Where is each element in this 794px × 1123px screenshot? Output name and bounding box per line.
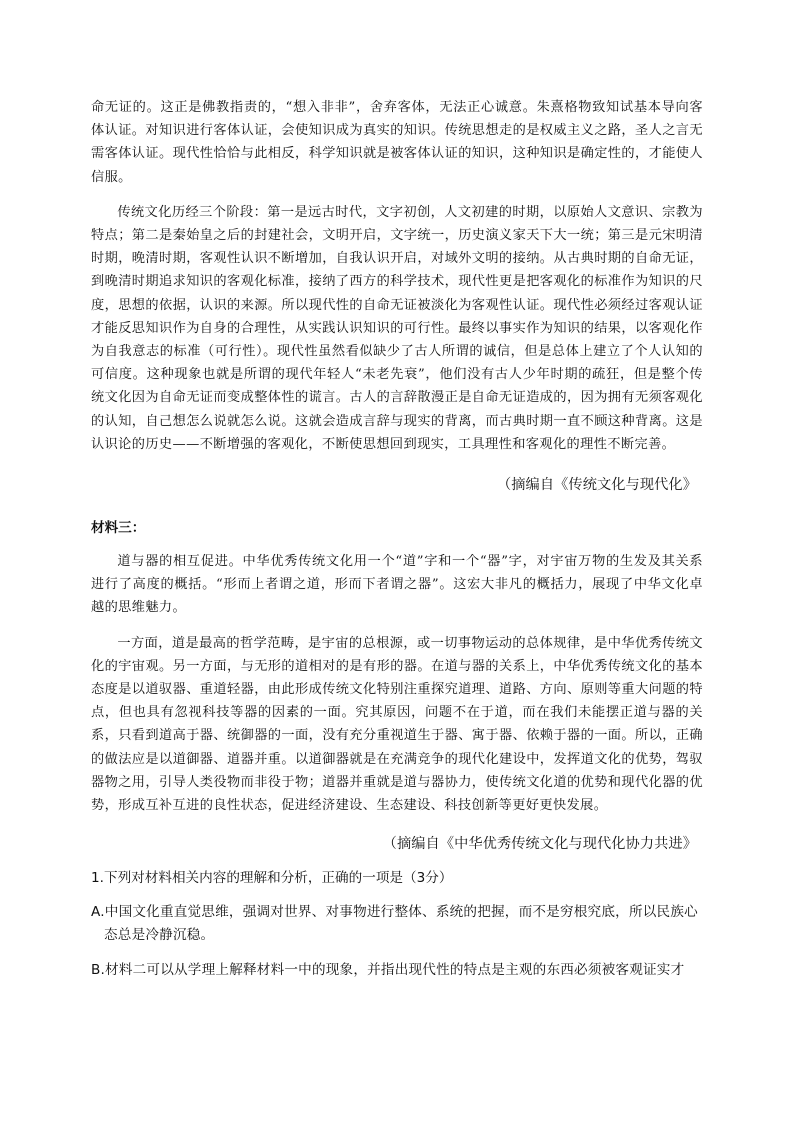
paragraph-intro: 命无证的。这正是佛教指责的，“想入非非”，舍弃客体，无法正心诚意。朱熹格物致知试基本导向客体认证。对知识进行客体认证，会使知识成为真实的知识。传统思想走的是权威主义之路，圣人之言无需客体认证。现代性恰恰与此相反，科学知识就是被客体认证的知识，这种知识是确定性的，才能使人信服。 <box>91 100 703 185</box>
option-b: B.材料二可以从学理上解释材料一中的现象，并指出现代性的特点是主观的东西必须被客观证实才 <box>91 962 685 979</box>
question-1: 1.下列对材料相关内容的理解和分析，正确的一项是（3分） <box>91 870 453 887</box>
paragraph-dao-qi: 道与器的相互促进。中华优秀传统文化用一个“道”字和一个“器”字，对宇宙万物的生发及其关系进行了高度的概括。“形而上者谓之道，形而下者谓之器”。这宏大非凡的概括力，展现了中华文化卓越的思维魅力。 <box>91 554 703 616</box>
option-a: A.中国文化重直觉思维，强调对世界、对事物进行整体、系统的把握，而不是穷根究底，所以民族心态总是冷静沉稳。 <box>91 904 698 944</box>
paragraph-stages: 传统文化历经三个阶段：第一是远古时代，文字初创，人文初建的时期，以原始人文意识、宗教为特点；第二是秦始皇之后的封建社会，文明开启，文字统一，历史演义家天下大一统；第三是元宋明清时期，晚清时期，客观性认识不断增加，自我认识开启，对域外文明的接纳。从古典时期的自命无证，到晚清时期追求知识的客观化标准，接纳了西方的科学技术，现代性更是把客观化的标准作为知识的尺度，思想的依据，认识的来源。所以现代性的自命无证被淡化为客观性认证。现代性必须经过客观认证才能反思知识作为自身的合理性，从实践认识知识的可行性。最终以事实作为知识的结果，以客观化作为自我意志的标准（可行性）。现代性虽然看似缺少了古人所谓的诚信，但是总体上建立了个人认知的可信度。这种现象也就是所谓的现代年轻人“未老先衰”，他们没有古人少年时期的疏狂，但是整个传统文化因为自命无证而变成整体性的谎言。古人的言辞散漫正是自命无证造成的，因为拥有无须客观化的认知，自己想怎么说就怎么说。这就会造成言辞与现实的背离，而古典时期一直不顾这种背离。这是认识论的历史——不断增强的客观化，不断使思想回到现实，工具理性和客观化的理性不断完善。 <box>91 204 703 452</box>
source-citation-1: （摘编自《传统文化与现代化》 <box>496 477 697 494</box>
material-three-heading: 材料三： <box>91 520 146 537</box>
paragraph-dao-qi-detail: 一方面，道是最高的哲学范畴，是宇宙的总根源，或一切事物运动的总体规律，是中华优秀传统文化的宇宙观。另一方面，与无形的道相对的是有形的器。在道与器的关系上，中华优秀传统文化的基本态度是以道驭器、重道轻器，由此形成传统文化特别注重探究道理、道路、方向、原则等重大问题的特点，但也具有忽视科技等器的因素的一面。究其原因，问题不在于道，而在我们未能摆正道与器的关系，只看到道高于器、统御器的一面，没有充分重视道生于器、寓于器、依赖于器的一面。所以，正确的做法应是以道御器、道器并重。以道御器就是在充满竞争的现代化建设中，发挥道文化的优势，驾驭器物之用，引导人类役物而非役于物；道器并重就是道与器协力，使传统文化道的优势和现代化器的优势，形成互补互进的良性状态，促进经济建设、生态建设、科技创新等更好更快发展。 <box>91 635 703 814</box>
source-citation-2: （摘编自《中华优秀传统文化与现代化协力共进》 <box>382 836 697 853</box>
document-page <box>91 96 703 982</box>
